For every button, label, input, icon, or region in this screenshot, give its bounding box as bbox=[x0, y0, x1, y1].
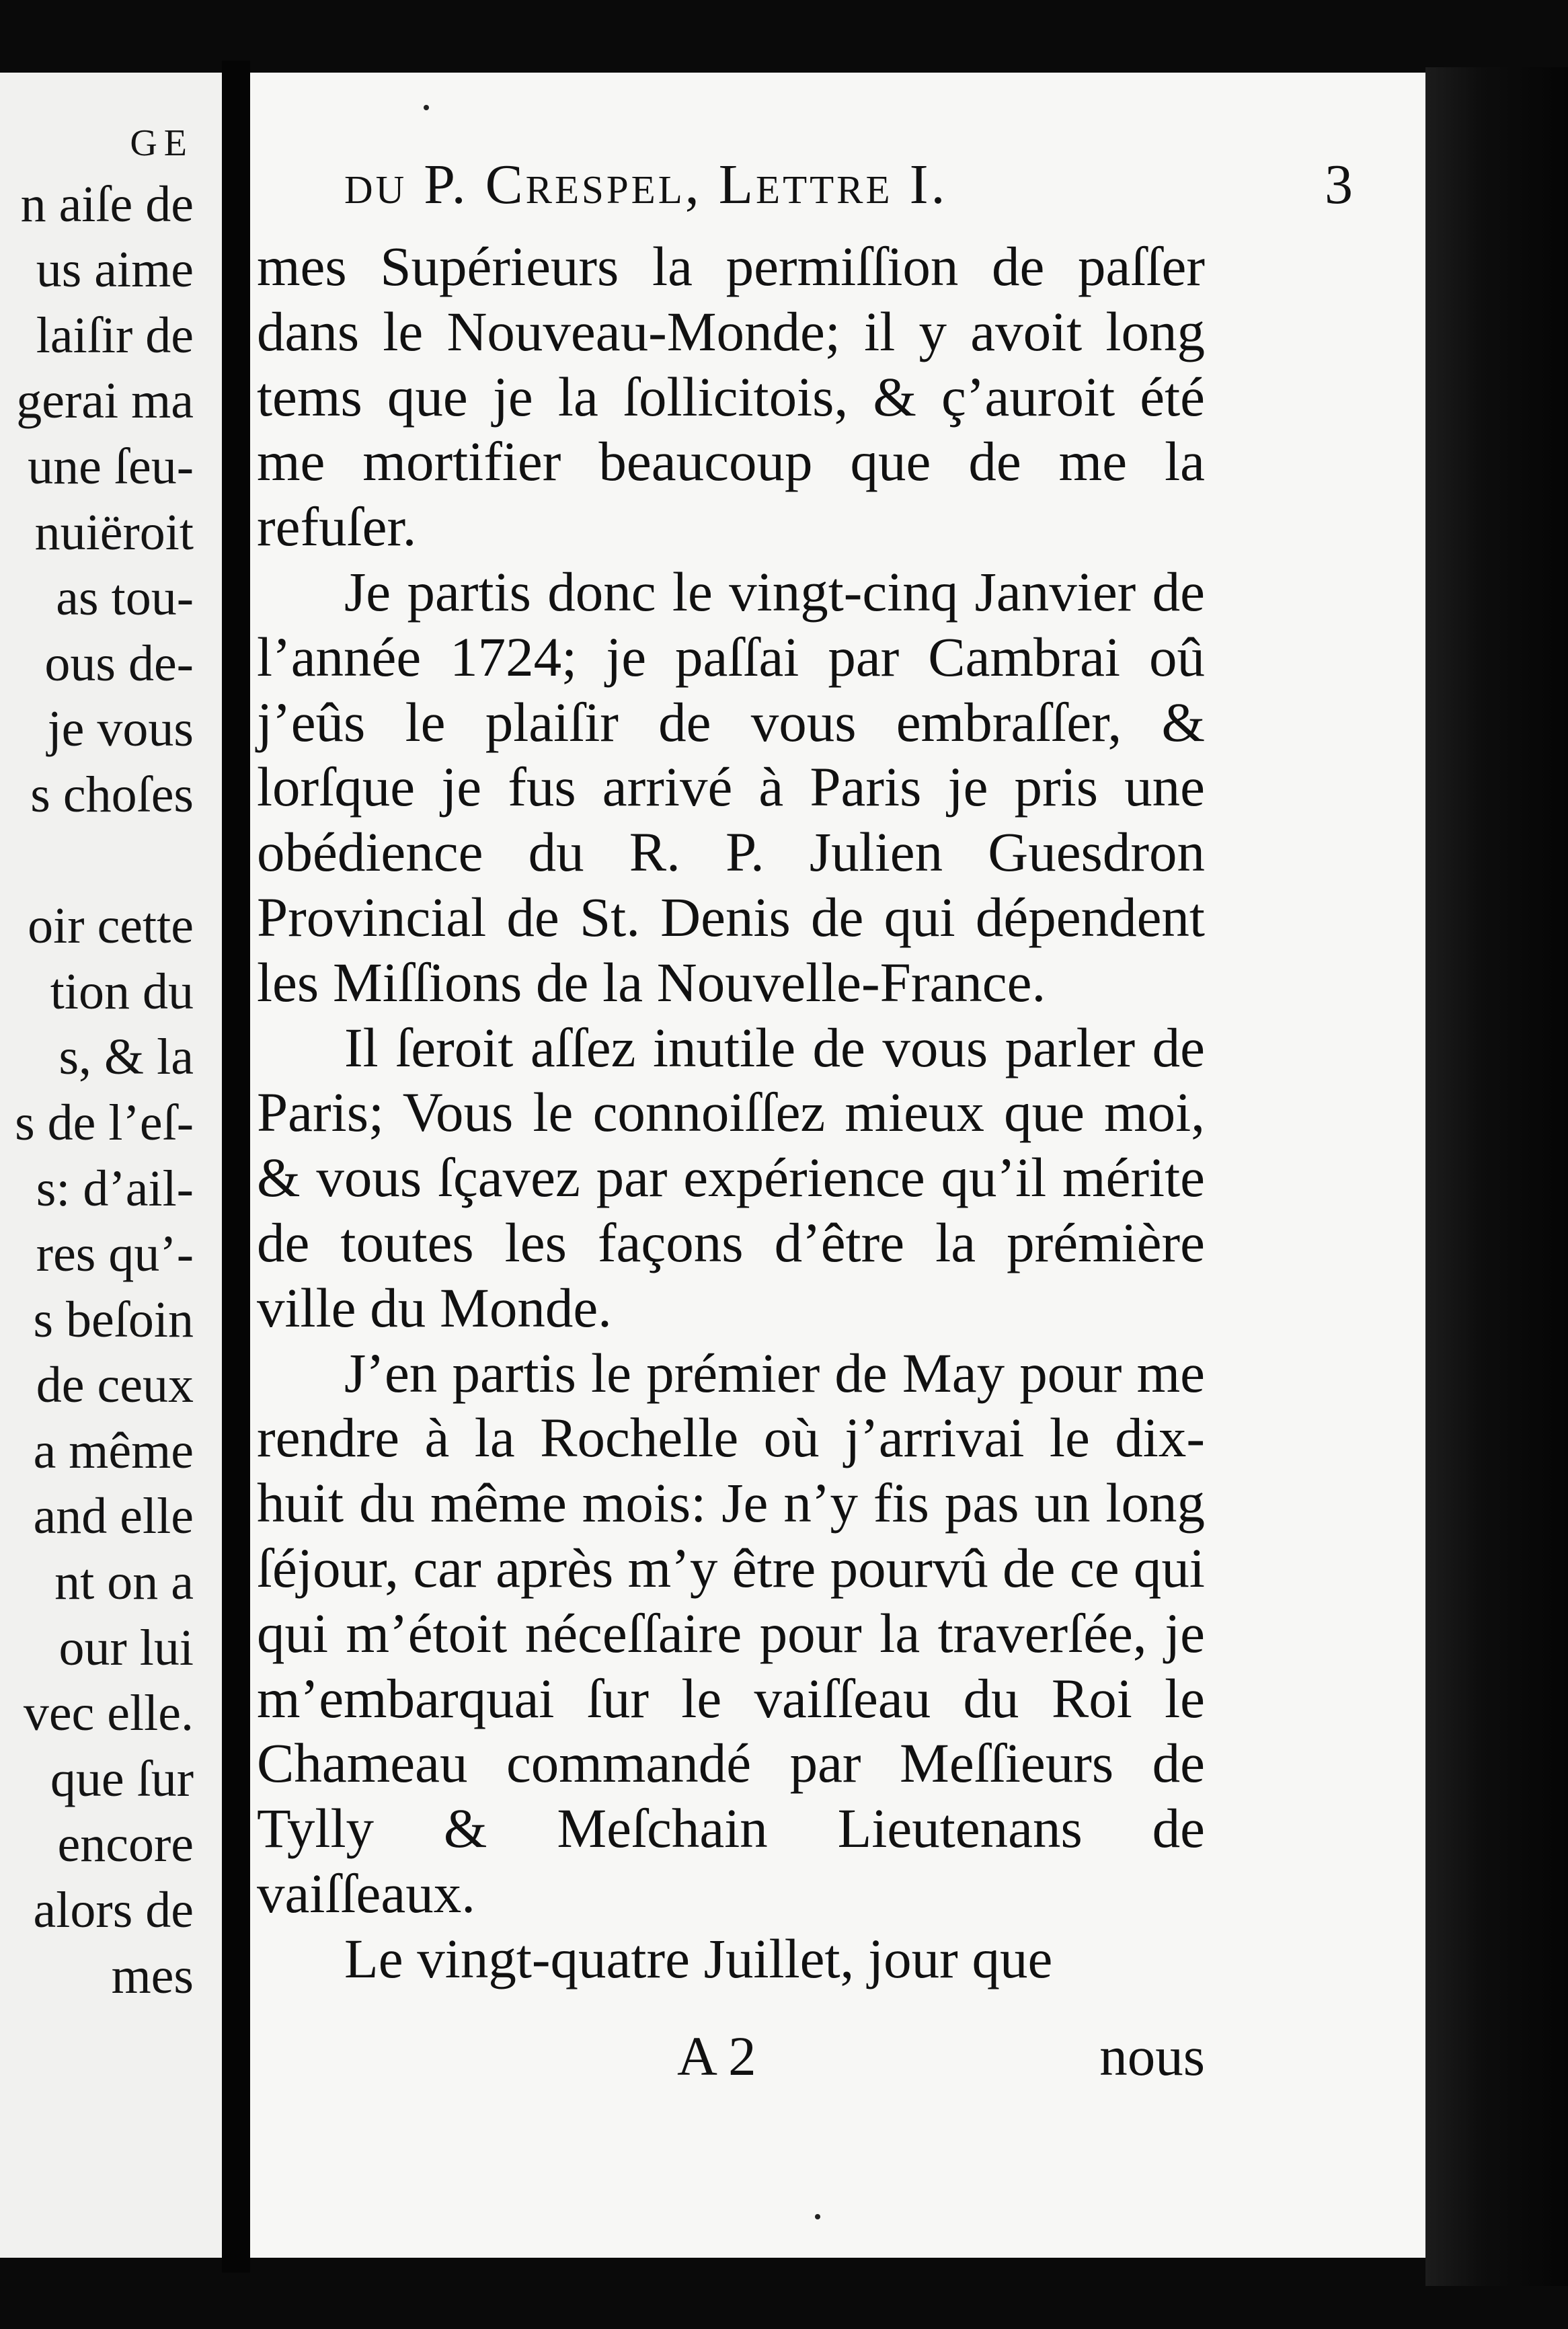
running-head bbox=[344, 152, 1353, 226]
book-gutter bbox=[222, 61, 250, 2273]
paragraph: mes Supérieurs la permiſſion de paſſer dans le Nouveau-Monde; il y avoit long tems que je la ſollicitois, & ç’auroit été me mortifier beaucoup que de me la refuſer. bbox=[257, 235, 1205, 558]
print-speck bbox=[815, 2214, 820, 2219]
facing-page-fragment bbox=[0, 73, 222, 2258]
facing-page-line: as tou- bbox=[56, 569, 194, 627]
facing-page-line: gerai ma bbox=[16, 372, 194, 430]
facing-page-line: our lui bbox=[58, 1619, 194, 1676]
facing-page-line: a même bbox=[33, 1422, 194, 1479]
facing-page-text bbox=[0, 122, 194, 2009]
main-page bbox=[250, 73, 1425, 2258]
page-edge-shadow bbox=[1425, 67, 1568, 2286]
paragraph: Le vingt-quatre Juillet, jour que bbox=[344, 1927, 1053, 1989]
facing-page-line: tion du bbox=[50, 963, 194, 1020]
facing-page-line: s beſoin bbox=[33, 1291, 194, 1348]
page-number: 3 bbox=[1325, 153, 1353, 216]
facing-page-line: de ceux bbox=[36, 1357, 194, 1414]
facing-page-blank-line bbox=[0, 828, 194, 894]
facing-page-line: nt on a bbox=[54, 1554, 194, 1611]
facing-page-line: res qu’- bbox=[36, 1226, 194, 1283]
paragraph: Je partis donc le vingt-cinq Janvier de l’année 1724; je paſſai par Cambrai oû j’eûs le plaiſir de vous embraſſer, & lorſque je fus arrivé à Paris je pris une obédience du R. P. Julien Guesdron Provincial de St. Denis de qui dépendent les Miſſions de la Nouvelle-France. bbox=[257, 560, 1205, 1013]
facing-page-line: s choſes bbox=[30, 766, 194, 823]
paragraph: J’en partis le prémier de May pour me rendre à la Rochelle où j’arrivai le dix-huit du même mois: Je n’y fis pas un long ſéjour, car après m’y être pourvû de ce qui qui m’étoit néceſſaire pour la traverſée, je m’embarquai ſur le vaiſſeau du Roi le Chameau commandé par Meſſieurs de Tylly & Meſchain Lieutenans de vaiſſeaux. bbox=[257, 1341, 1205, 1924]
page-body bbox=[257, 234, 1205, 1991]
page-footer bbox=[257, 2024, 1205, 2091]
facing-page-line: une ſeu- bbox=[28, 438, 194, 495]
facing-page-line: and elle bbox=[33, 1488, 194, 1545]
facing-page-line: ous de- bbox=[44, 635, 194, 692]
facing-page-line: s: d’ail- bbox=[36, 1160, 194, 1217]
facing-page-running-head: GE bbox=[130, 122, 194, 164]
facing-page-line: mes bbox=[111, 1947, 194, 2004]
facing-page-line: laiſir de bbox=[36, 307, 194, 364]
facing-page-line: s de l’eſ- bbox=[15, 1094, 194, 1151]
paragraph: Il ſeroit aſſez inutile de vous parler de Paris; Vous le connoiſſez mieux que moi, & vous ſçavez par expérience qu’il mérite de toutes les façons d’être la prémière ville du Monde. bbox=[257, 1016, 1205, 1339]
signature-mark: A 2 bbox=[677, 2025, 756, 2087]
catchword: nous bbox=[1099, 2025, 1205, 2087]
print-speck bbox=[424, 105, 429, 110]
facing-page-line: us aime bbox=[36, 241, 194, 299]
facing-page-line: que ſur bbox=[50, 1750, 194, 1807]
running-head-title: du P. Crespel, Lettre I. bbox=[344, 153, 948, 216]
facing-page-line: oir cette bbox=[28, 898, 194, 955]
facing-page-line: nuiëroit bbox=[34, 504, 194, 561]
facing-page-line: alors de bbox=[33, 1882, 194, 1939]
facing-page-line: n aiſe de bbox=[20, 175, 194, 233]
facing-page-line: encore bbox=[57, 1816, 194, 1873]
facing-page-line: vec elle. bbox=[23, 1685, 194, 1742]
facing-page-line: s, & la bbox=[58, 1029, 194, 1086]
facing-page-line: je vous bbox=[47, 701, 194, 758]
